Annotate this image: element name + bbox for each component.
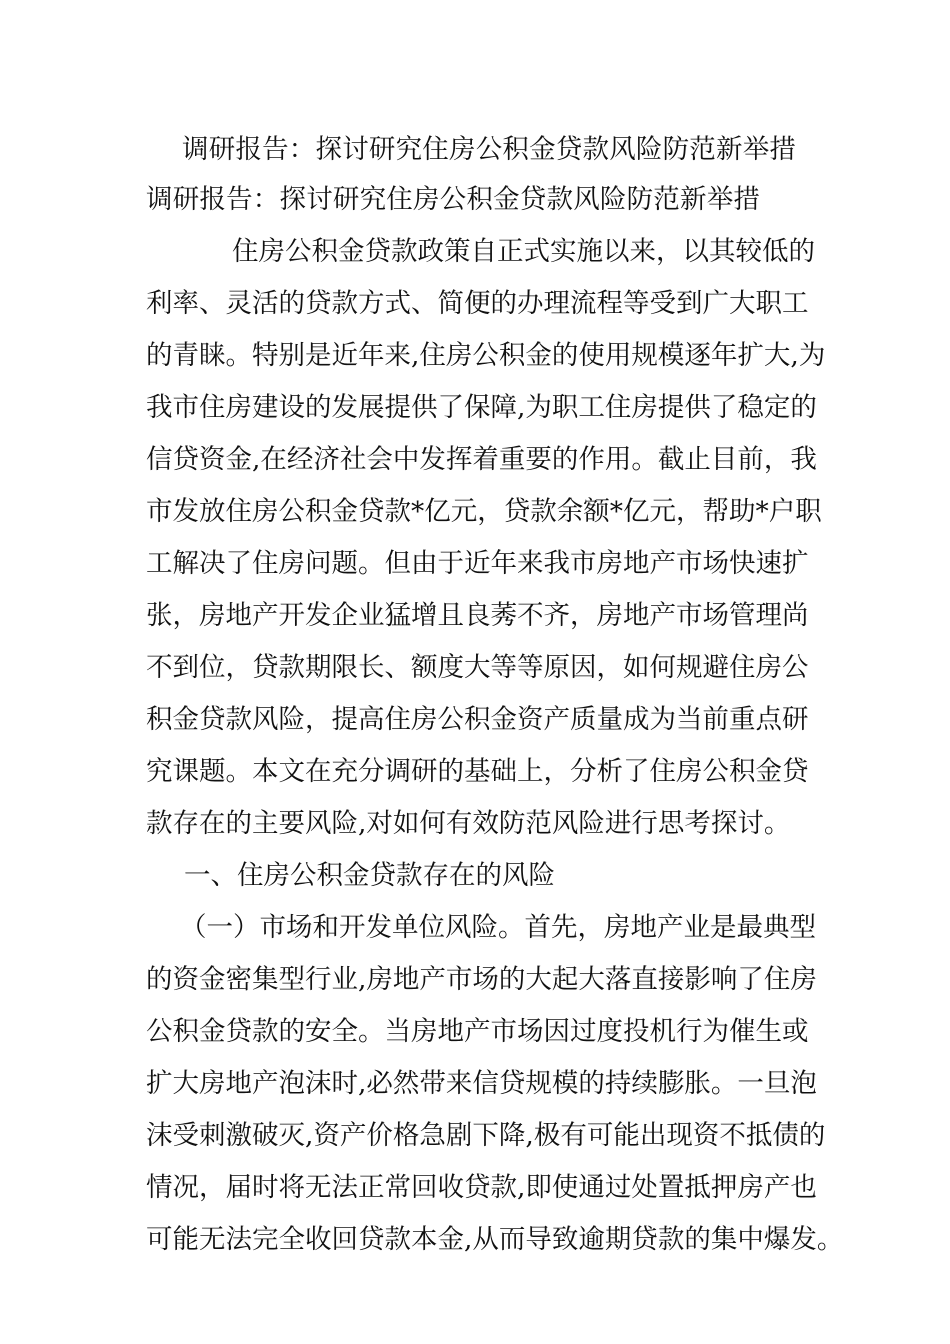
document-title: 调研报告：探讨研究住房公积金贷款风险防范新举措 [182, 134, 797, 165]
paragraph-line: 积金贷款风险，提高住房公积金资产质量成为当前重点研 [146, 704, 809, 735]
section-heading: 一、住房公积金贷款存在的风险 [184, 860, 555, 891]
paragraph-line: 的青睐。特别是近年来,住房公积金的使用规模逐年扩大,为 [146, 340, 826, 371]
document-subtitle: 调研报告：探讨研究住房公积金贷款风险防范新举措 [146, 184, 761, 215]
paragraph-line: 的资金密集型行业,房地产市场的大起大落直接影响了住房 [146, 964, 817, 995]
paragraph-line: 工解决了住房问题。但由于近年来我市房地产市场快速扩 [146, 548, 809, 579]
paragraph-line: 可能无法完全收回贷款本金,从而导致逾期贷款的集中爆发。 [146, 1224, 844, 1255]
paragraph-line: 究课题。本文在充分调研的基础上，分析了住房公积金贷 [146, 756, 809, 787]
paragraph-line: 公积金贷款的安全。当房地产市场因过度投机行为催生或 [146, 1016, 809, 1047]
paragraph-line: 住房公积金贷款政策自正式实施以来，以其较低的 [232, 236, 815, 267]
paragraph-line: 我市住房建设的发展提供了保障,为职工住房提供了稳定的 [146, 392, 817, 423]
paragraph-line: 信贷资金,在经济社会中发挥着重要的作用。截止目前，我 [146, 444, 817, 475]
paragraph-line: 利率、灵活的贷款方式、简便的办理流程等受到广大职工 [146, 288, 809, 319]
paragraph-line: 市发放住房公积金贷款*亿元，贷款余额*亿元，帮助*户职 [146, 496, 822, 527]
paragraph-line: 沫受刺激破灭,资产价格急剧下降,极有可能出现资不抵债的 [146, 1120, 826, 1151]
paragraph-line: 张，房地产开发企业猛增且良莠不齐，房地产市场管理尚 [146, 600, 809, 631]
paragraph-line: 不到位，贷款期限长、额度大等等原因，如何规避住房公 [146, 652, 809, 683]
paragraph-line: 款存在的主要风险,对如何有效防范风险进行思考探讨。 [146, 808, 791, 839]
paragraph-line: （一）市场和开发单位风险。首先，房地产业是最典型 [180, 912, 816, 943]
paragraph-line: 情况，届时将无法正常回收贷款,即使通过处置抵押房产也 [146, 1172, 817, 1203]
paragraph-line: 扩大房地产泡沫时,必然带来信贷规模的持续膨胀。一旦泡 [146, 1068, 817, 1099]
